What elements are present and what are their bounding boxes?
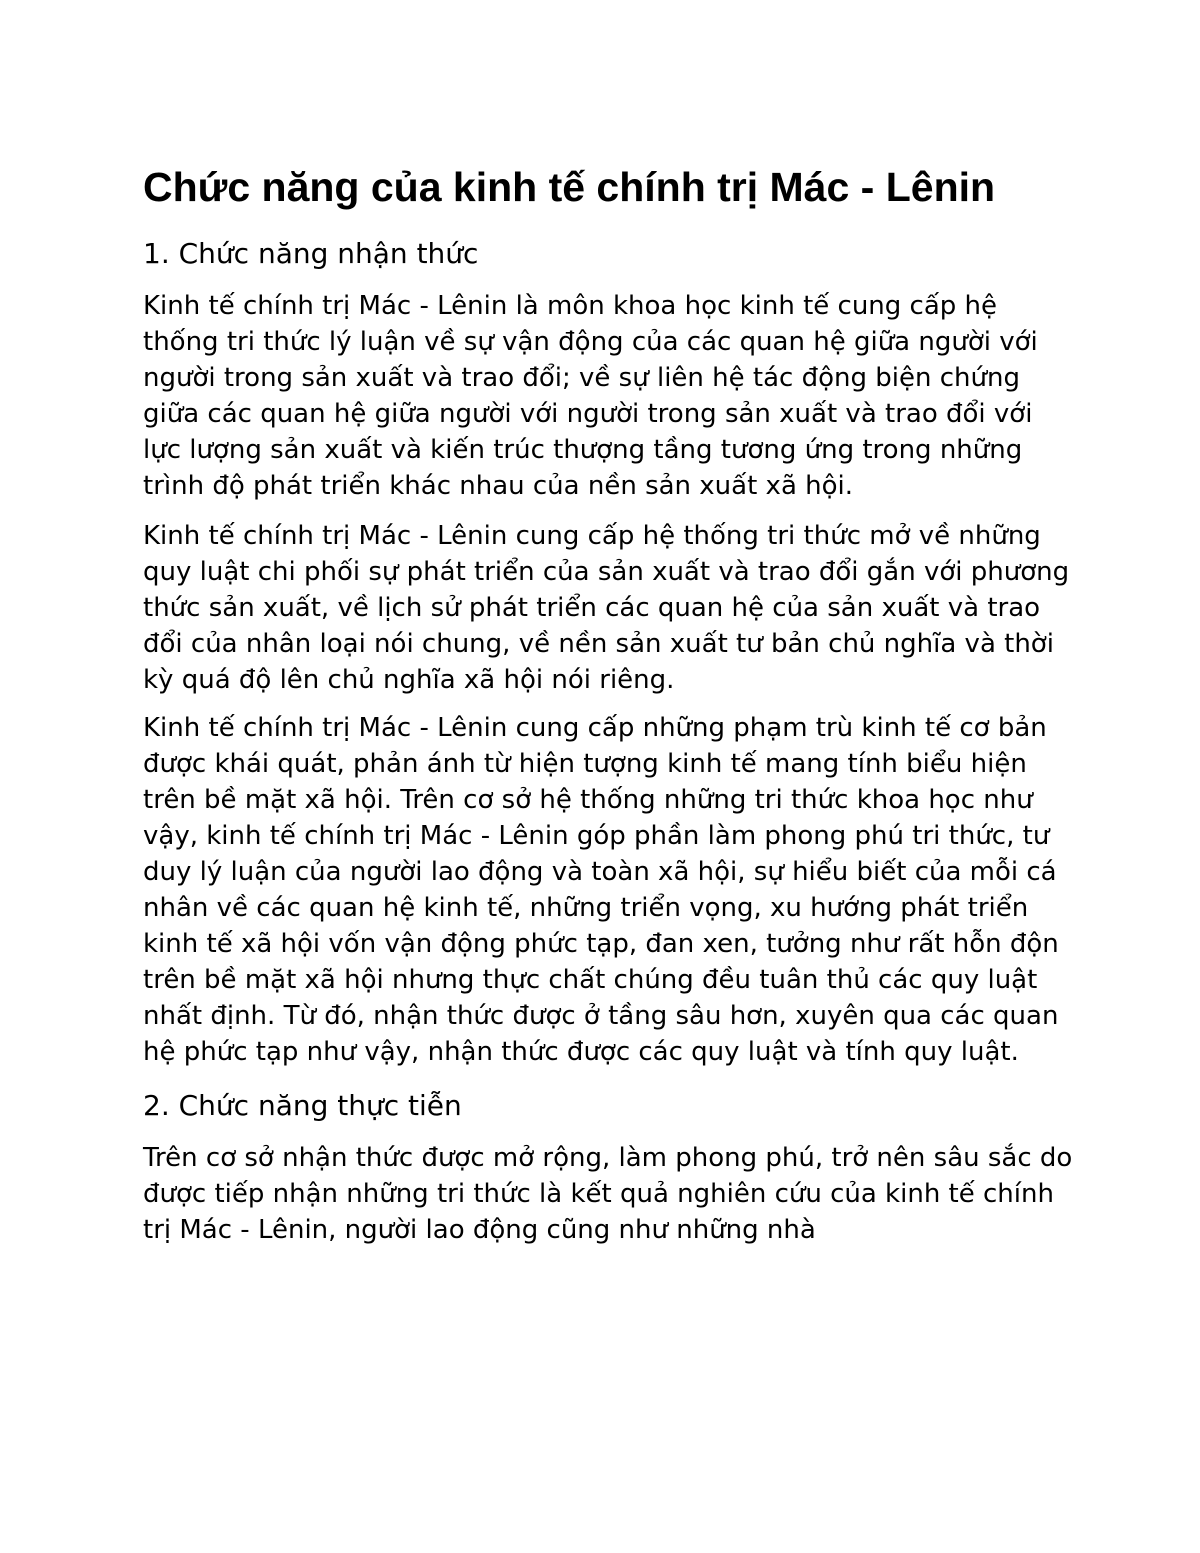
section-heading-cognitive: 1. Chức năng nhận thức — [143, 237, 479, 270]
paragraph: Kinh tế chính trị Mác - Lênin là môn khoa học kinh tế cung cấp hệ thống tri thức lý luận về sự vận động của các quan hệ giữa người với người trong sản xuất và trao đổi; về sự liên hệ tác động biện chứng giữa các quan hệ giữa người với người trong sản xuất và trao đổi với lực lượng sản xuất và kiến trúc thượng tầng tương ứng trong những trình độ phát triển khác nhau của nền sản xuất xã hội. — [143, 291, 1038, 501]
document-body — [143, 160, 1073, 1262]
paragraph: Trên cơ sở nhận thức được mở rộng, làm phong phú, trở nên sâu sắc do được tiếp nhận những tri thức là kết quả nghiên cứu của kinh tế chính trị Mác - Lênin, người lao động cũng như những nhà — [143, 1143, 1073, 1245]
document-title: Chức năng của kinh tế chính trị Mác - Lênin — [143, 164, 996, 210]
paragraph: Kinh tế chính trị Mác - Lênin cung cấp những phạm trù kinh tế cơ bản được khái quát, phản ánh từ hiện tượng kinh tế mang tính biểu hiện trên bề mặt xã hội. Trên cơ sở hệ thống những tri thức khoa học như vậy, kinh tế chính trị Mác - Lênin góp phần làm phong phú tri thức, tư duy lý luận của người lao động và toàn xã hội, sự hiểu biết của mỗi cá nhân về các quan hệ kinh tế, những triển vọng, xu hướng phát triển kinh tế xã hội vốn vận động phức tạp, đan xen, tưởng như rất hỗn độn trên bề mặt xã hội nhưng thực chất chúng đều tuân thủ các quy luật nhất định. Từ đó, nhận thức được ở tầng sâu hơn, xuyên qua các quan hệ phức tạp như vậy, nhận thức được các quy luật và tính quy luật. — [143, 713, 1059, 1067]
section-heading-practical: 2. Chức năng thực tiễn — [143, 1089, 462, 1122]
paragraph: Kinh tế chính trị Mác - Lênin cung cấp hệ thống tri thức mở về những quy luật chi phối sự phát triển của sản xuất và trao đổi gắn với phương thức sản xuất, về lịch sử phát triển các quan hệ của sản xuất và trao đổi của nhân loại nói chung, về nền sản xuất tư bản chủ nghĩa và thời kỳ quá độ lên chủ nghĩa xã hội nói riêng. — [143, 521, 1070, 695]
